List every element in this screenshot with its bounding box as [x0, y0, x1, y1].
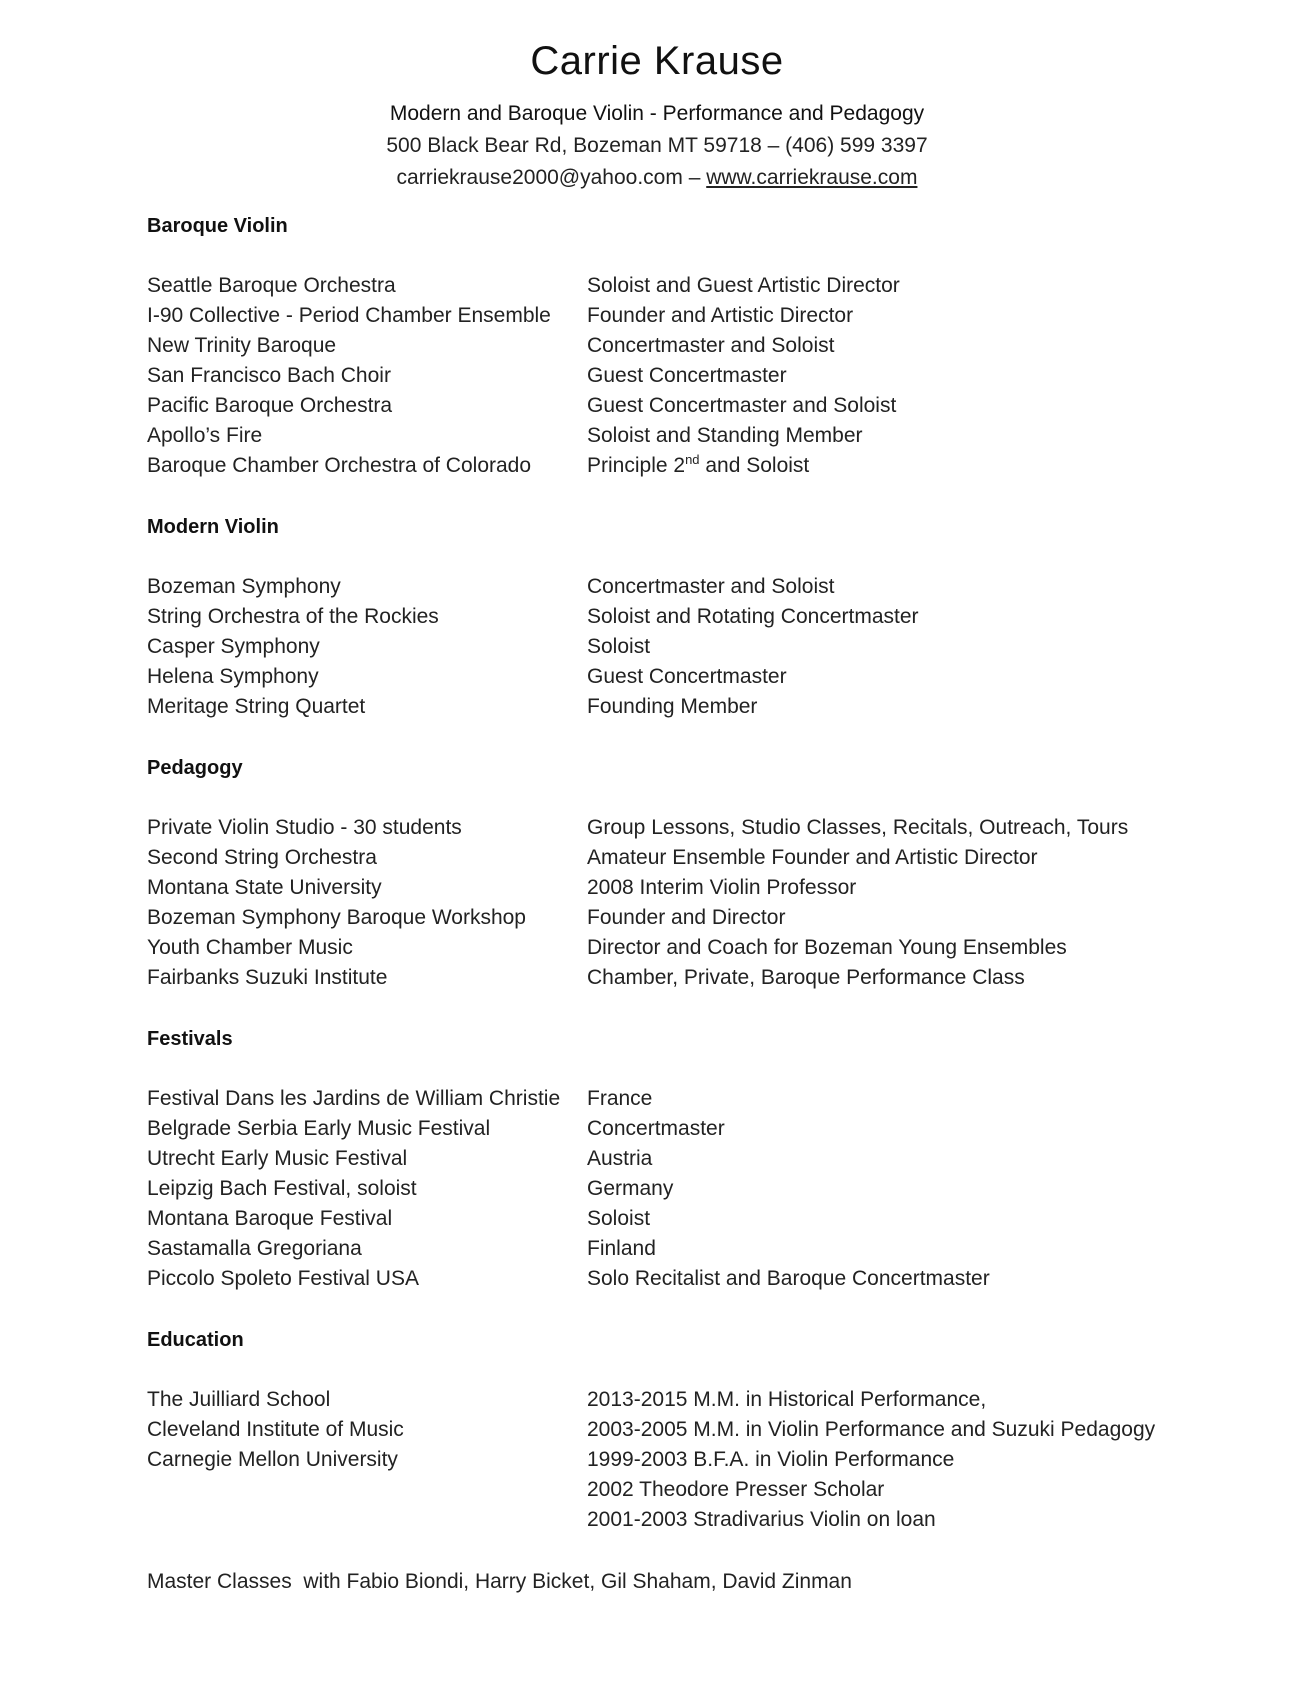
list-item — [147, 301, 1187, 331]
list-item — [147, 813, 1187, 843]
role: Guest Concertmaster — [587, 665, 787, 688]
festival-detail: Finland — [587, 1237, 656, 1260]
list-item — [147, 632, 1187, 662]
role: Group Lessons, Studio Classes, Recitals, Outreach, Tours — [587, 816, 1129, 839]
section-rows-pedagogy — [147, 813, 1187, 993]
list-item — [147, 1415, 1187, 1445]
role: Soloist and Rotating Concertmaster — [587, 605, 919, 628]
list-item — [147, 1234, 1187, 1264]
festival-name: Piccolo Spoleto Festival USA — [147, 1267, 419, 1290]
festival-detail: Germany — [587, 1177, 674, 1200]
school-name: The Juilliard School — [147, 1388, 331, 1411]
degree-detail: 2003-2005 M.M. in Violin Performance and Suzuki Pedagogy — [587, 1418, 1156, 1441]
list-item — [147, 331, 1187, 361]
resume-header — [0, 38, 1314, 194]
list-item — [147, 963, 1187, 993]
list-item — [147, 1114, 1187, 1144]
list-item — [147, 1084, 1187, 1114]
ensemble-name: I-90 Collective - Period Chamber Ensemble — [147, 304, 551, 327]
degree-detail: 2002 Theodore Presser Scholar — [587, 1478, 885, 1501]
ensemble-name: San Francisco Bach Choir — [147, 364, 391, 387]
email-address: carriekrause2000@yahoo.com — [396, 166, 683, 189]
role: Guest Concertmaster and Soloist — [587, 394, 897, 417]
role — [587, 451, 1187, 481]
list-item — [147, 572, 1187, 602]
festival-name: Leipzig Bach Festival, soloist — [147, 1177, 417, 1200]
festival-name: Montana Baroque Festival — [147, 1207, 393, 1230]
degree-detail: 1999-2003 B.F.A. in Violin Performance — [587, 1448, 955, 1471]
role: Director and Coach for Bozeman Young Ensembles — [587, 936, 1067, 959]
list-item — [147, 1505, 1187, 1535]
ensemble-name: Apollo’s Fire — [147, 424, 263, 447]
person-name: Carrie Krause — [530, 39, 784, 83]
list-item — [147, 271, 1187, 301]
list-item — [147, 1204, 1187, 1234]
website-link[interactable]: www.carriekrause.com — [706, 166, 918, 189]
role: Amateur Ensemble Founder and Artistic Director — [587, 846, 1038, 869]
address-phone: 500 Black Bear Rd, Bozeman MT 59718 – (406) 599 3397 — [386, 134, 928, 157]
list-item — [147, 662, 1187, 692]
section-title-festivals: Festivals — [147, 1028, 233, 1050]
list-item — [147, 1144, 1187, 1174]
contact-separator: – — [682, 166, 707, 189]
school-name: Carnegie Mellon University — [147, 1448, 398, 1471]
institution-name: Youth Chamber Music — [147, 936, 353, 959]
role: Guest Concertmaster — [587, 364, 787, 387]
degree-detail: 2001-2003 Stradivarius Violin on loan — [587, 1508, 936, 1531]
ensemble-name: Helena Symphony — [147, 665, 319, 688]
ensemble-name: Seattle Baroque Orchestra — [147, 274, 396, 297]
role: Soloist and Guest Artistic Director — [587, 274, 900, 297]
list-item — [147, 873, 1187, 903]
ensemble-name: Bozeman Symphony — [147, 575, 341, 598]
role: Soloist and Standing Member — [587, 424, 863, 447]
list-item — [147, 421, 1187, 451]
festival-name: Belgrade Serbia Early Music Festival — [147, 1117, 491, 1140]
role: Founder and Director — [587, 906, 786, 929]
degree-detail: 2013-2015 M.M. in Historical Performance, — [587, 1388, 987, 1411]
section-title-modern-violin: Modern Violin — [147, 516, 279, 538]
festival-name: Sastamalla Gregoriana — [147, 1237, 362, 1260]
ensemble-name: Baroque Chamber Orchestra of Colorado — [147, 454, 532, 477]
section-title-baroque-violin: Baroque Violin — [147, 215, 288, 237]
school-name: Cleveland Institute of Music — [147, 1418, 404, 1441]
section-rows-education — [147, 1385, 1187, 1535]
list-item — [147, 933, 1187, 963]
institution-name: Bozeman Symphony Baroque Workshop — [147, 906, 526, 929]
institution-name: Montana State University — [147, 876, 382, 899]
ensemble-name: String Orchestra of the Rockies — [147, 605, 439, 628]
role: Concertmaster and Soloist — [587, 334, 835, 357]
email-website-line — [0, 162, 1314, 194]
school-name — [147, 1475, 587, 1505]
list-item — [147, 843, 1187, 873]
ensemble-name: New Trinity Baroque — [147, 334, 337, 357]
section-title-pedagogy: Pedagogy — [147, 757, 243, 779]
school-name — [147, 1505, 587, 1535]
festival-detail: Solo Recitalist and Baroque Concertmaster — [587, 1267, 990, 1290]
role: Founder and Artistic Director — [587, 304, 854, 327]
list-item — [147, 361, 1187, 391]
role: Soloist — [587, 635, 651, 658]
list-item — [147, 451, 1187, 481]
role-text: Principle 2 — [587, 454, 686, 477]
list-item — [147, 602, 1187, 632]
list-item — [147, 1174, 1187, 1204]
institution-name: Second String Orchestra — [147, 846, 377, 869]
section-rows-modern-violin — [147, 572, 1187, 722]
ensemble-name: Meritage String Quartet — [147, 695, 366, 718]
list-item — [147, 692, 1187, 722]
role: Concertmaster and Soloist — [587, 575, 835, 598]
section-title-education: Education — [147, 1329, 244, 1351]
role: Chamber, Private, Baroque Performance Class — [587, 966, 1025, 989]
list-item — [147, 903, 1187, 933]
section-rows-baroque-violin — [147, 271, 1187, 481]
master-classes: Master Classes with Fabio Biondi, Harry Bicket, Gil Shaham, David Zinman — [147, 1570, 852, 1593]
institution-name: Fairbanks Suzuki Institute — [147, 966, 388, 989]
festival-detail: Austria — [587, 1147, 653, 1170]
festival-detail: France — [587, 1087, 653, 1110]
festival-name: Utrecht Early Music Festival — [147, 1147, 408, 1170]
role: Founding Member — [587, 695, 758, 718]
festival-name: Festival Dans les Jardins de William Christie — [147, 1087, 561, 1110]
list-item — [147, 391, 1187, 421]
section-rows-festivals — [147, 1084, 1187, 1294]
festival-detail: Soloist — [587, 1207, 651, 1230]
ensemble-name: Pacific Baroque Orchestra — [147, 394, 393, 417]
ordinal-suffix: nd — [685, 452, 700, 467]
resume-body — [147, 212, 1187, 1597]
role-text: and Soloist — [699, 454, 810, 477]
festival-detail: Concertmaster — [587, 1117, 725, 1140]
professional-subtitle: Modern and Baroque Violin - Performance and Pedagogy — [389, 102, 925, 125]
ensemble-name: Casper Symphony — [147, 635, 320, 658]
institution-name: Private Violin Studio - 30 students — [147, 816, 462, 839]
list-item — [147, 1264, 1187, 1294]
list-item — [147, 1445, 1187, 1475]
role: 2008 Interim Violin Professor — [587, 876, 857, 899]
list-item — [147, 1475, 1187, 1505]
list-item — [147, 1385, 1187, 1415]
